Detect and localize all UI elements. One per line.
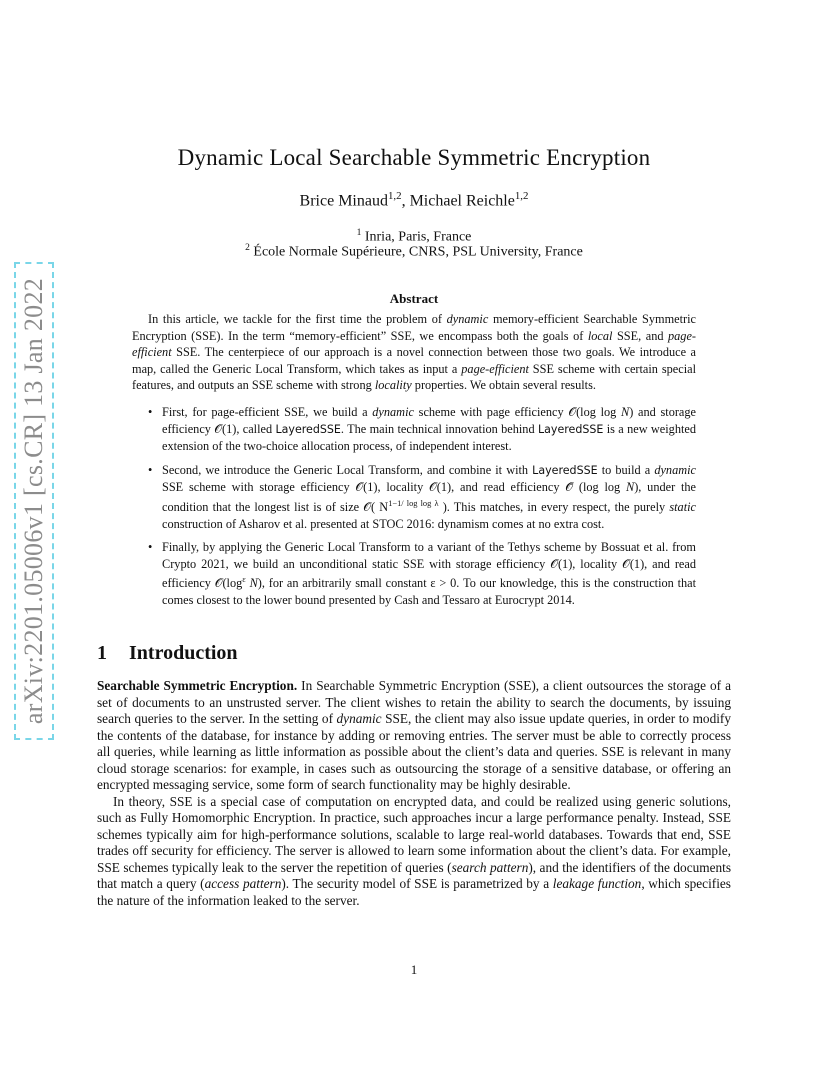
- text-run: . The main technical innovation behind: [340, 421, 538, 436]
- abstract-results-list: [132, 404, 696, 609]
- text-run: , which specifies the nature of the information leaked to the server.: [97, 876, 731, 908]
- text-run: SSE scheme with certain special features, and outputs an SSE scheme with strong: [132, 361, 697, 393]
- text-run: SSE. The centerpiece of our approach is a novel connection between those two goals. We introduce a map, called the Generic Local Transform, which takes as input a: [132, 345, 696, 376]
- abstract-intro-paragraph: [132, 311, 696, 394]
- arxiv-identifier-text: arXiv:2201.05006v1 [cs.CR] 13 Jan 2022: [19, 277, 48, 725]
- abstract-bullet-item: [162, 404, 696, 455]
- arxiv-identifier-stamp: [14, 262, 54, 740]
- italic-text: page-efficient: [132, 328, 696, 360]
- author-list: Brice Minaud$^{1,2}$, Michael Reichle$^{1,2}$: [299, 190, 529, 210]
- text-run: In theory, SSE is a special case of computation on encrypted data, and could be realized using generic solutions, such as Fully Homomorphic Encryption. In practice, such approaches incur a large performance penalty. Instead, SSE schemes typically aim for high-performance solutions, scalable to large real-world databases. Towards that end, SSE trades off security for efficiency. The server is allowed to learn some information about the client’s data. For example, SSE schemes typically leak to the server the repetition of queries (: [97, 793, 731, 875]
- text-run: ), under the condition that the longest list is of size 𝒪( N: [162, 480, 696, 515]
- italic-text: locality: [374, 378, 412, 393]
- text-run: In this article, we tackle for the first time the problem of: [148, 312, 447, 326]
- body-paragraph: [97, 678, 731, 794]
- italic-text: local: [587, 328, 613, 343]
- italic-text: dynamic: [654, 462, 696, 477]
- text-run: to build a: [597, 462, 655, 477]
- superscript-text: ε: [242, 575, 246, 585]
- text-run: Second, we introduce the Generic Local Transform, and combine it with: [162, 462, 533, 477]
- superscript-text: 1−1/ log log λ: [388, 498, 439, 508]
- abstract-heading: Abstract: [389, 291, 439, 306]
- page-number: 1: [410, 962, 418, 977]
- section-title: Introduction: [129, 642, 238, 664]
- bold-run-in-heading: Searchable Symmetric Encryption.: [97, 678, 298, 693]
- text-run: LayeredSSE: [275, 422, 341, 436]
- affiliation-text: École Normale Supérieure, CNRS, PSL University, France: [253, 244, 583, 260]
- text-run: LayeredSSE: [537, 422, 604, 436]
- introduction-text: [97, 678, 731, 909]
- text-run: In Searchable Symmetric Encryption (SSE), a client outsources the storage of a set of documents to an unstrusted server. The client wishes to retain the ability to search the documents, by issuing search queries to the server. In the setting of: [97, 678, 731, 726]
- author-affiliation-mark: 1,2: [514, 190, 529, 202]
- text-run: ), and the identifiers of the documents that match a query (: [97, 859, 731, 891]
- text-run: properties. We obtain several results.: [411, 378, 596, 393]
- italic-text: access pattern: [204, 876, 282, 891]
- text-run: ) and storage efficiency 𝒪(1), called: [162, 404, 697, 436]
- text-run: ). This matches, in every respect, the purely: [438, 500, 670, 515]
- text-run: LayeredSSE: [532, 463, 598, 477]
- italic-text: search pattern: [451, 859, 529, 875]
- abstract-body: [132, 311, 696, 616]
- abstract-bullet-item: [162, 539, 696, 608]
- affiliation-mark: 2: [245, 243, 250, 253]
- author-name: Michael Reichle: [409, 192, 515, 210]
- text-run: ). The security model of SSE is parametrized by a: [281, 876, 553, 891]
- text-run: First, for page-efficient SSE, we build a: [162, 404, 373, 419]
- text-run: memory-efficient Searchable Symmetric Encryption (SSE). In the term “memory-efficient” SSE, we encompass both the goals of: [132, 312, 696, 343]
- author-affiliation-mark: 1,2: [387, 190, 402, 202]
- italic-text: N: [621, 404, 630, 419]
- italic-text: dynamic: [336, 711, 382, 726]
- text-run: is a new weighted extension of the two-choice allocation process, of independent interest.: [162, 421, 696, 454]
- italic-text: page-efficient: [461, 361, 529, 376]
- italic-text: N: [625, 480, 635, 495]
- section-heading: [97, 642, 238, 665]
- text-run: SSE scheme with storage efficiency 𝒪(1), locality 𝒪(1), and read efficiency 𝒪̃ (log log: [162, 480, 626, 495]
- italic-text: dynamic: [446, 312, 489, 326]
- affiliation-mark: 1: [356, 228, 362, 238]
- text-run: construction of Asharov et al. presented at STOC 2016: dynamism comes at no extra cost.: [162, 516, 605, 531]
- text-run: ), for an arbitrarily small constant ε > 0. To our knowledge, this is the construction that comes closest to the lower bound presented by Cash and Tessaro at Eurocrypt 2014.: [162, 576, 697, 608]
- affiliation-text: Inria, Paris, France: [364, 229, 472, 245]
- paper-title: Dynamic Local Searchable Symmetric Encryption: [177, 145, 651, 170]
- author-name: Brice Minaud: [299, 192, 388, 210]
- affiliation-2: [0, 243, 828, 261]
- italic-text: leakage function: [552, 876, 642, 891]
- abstract-bullet-item: [162, 462, 696, 532]
- text-run: SSE, the client may also issue update queries, in order to modify the contents of the database, for instance by adding or removing entries. The server must be able to correctly process all queries, while learning as little information as possible about the client’s data and queries. SSE is relevant in many cloud storage scenarios: for example, in cases such as outsourcing the storage of a sensitive database, or offering an encrypted messaging service, some form of search functionality may be highly desirable.: [97, 711, 731, 792]
- text-run: Finally, by applying the Generic Local Transform to a variant of the Tethys scheme by Bossuat et al. from Crypto 2021, we build an unconditional static SSE with storage efficiency 𝒪(1), locality 𝒪(1), and read efficiency 𝒪(log: [162, 540, 696, 591]
- italic-text: static: [669, 500, 696, 515]
- italic-text: N: [249, 576, 258, 591]
- body-paragraph: [97, 794, 731, 910]
- text-run: SSE, and: [612, 328, 668, 343]
- text-run: scheme with page efficiency 𝒪(log log: [413, 404, 622, 419]
- section-number: 1: [97, 642, 107, 664]
- italic-text: dynamic: [372, 404, 414, 419]
